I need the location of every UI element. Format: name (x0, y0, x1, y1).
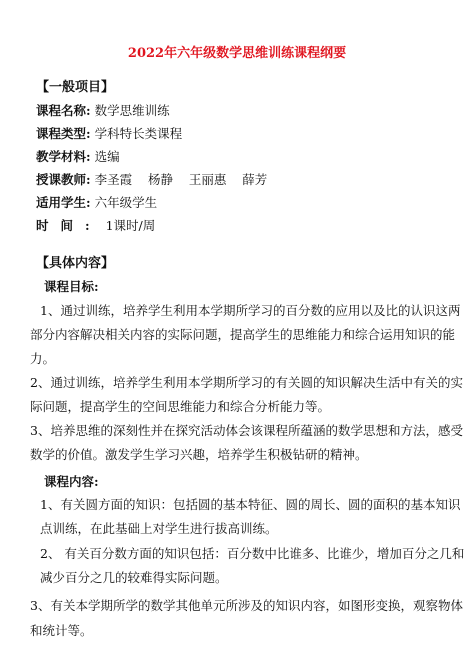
content-item-3-line-2: 和统计等。 (30, 623, 93, 638)
info-label: 课程类型: (36, 126, 91, 141)
info-row-students (36, 195, 157, 211)
document-title: 2022年六年级数学思维训练课程纲要 (127, 46, 347, 61)
info-row-materials (36, 149, 120, 165)
section-heading-content: 【具体内容】 (36, 256, 115, 271)
content-label: 课程内容: (44, 474, 99, 489)
info-label: 教学材料: (36, 149, 91, 164)
info-row-course-name (36, 103, 170, 119)
info-value: 李圣霞 杨静 王丽惠 薛芳 (94, 172, 268, 187)
section-heading-general: 【一般项目】 (36, 80, 115, 95)
info-value: 数学思维训练 (94, 103, 170, 118)
info-value: 1课时/周 (105, 218, 156, 233)
goal-3-line-1: 3、培养思维的深刻性并在探究活动体会该课程所蕴涵的数学思想和方法，感受 (30, 423, 463, 438)
goal-2-line-1: 2、通过训练，培养学生利用本学期所学习的有关圆的知识解决生活中有关的实 (30, 375, 463, 390)
info-label: 时间: (36, 218, 102, 233)
info-row-course-type (36, 126, 182, 142)
info-label: 课程名称: (36, 103, 91, 118)
content-item-3-line-1: 3、有关本学期所学的数学其他单元所涉及的知识内容，如图形变换，观察物体 (30, 598, 463, 613)
goal-3-line-2: 数学的价值。激发学生学习兴趣，培养学生积极钻研的精神。 (30, 447, 368, 462)
info-row-teachers (36, 172, 267, 188)
info-label: 适用学生: (36, 195, 91, 210)
info-value: 选编 (94, 149, 120, 164)
goal-1-line-2: 部分内容解决相关内容的实际问题，提高学生的思维能力和综合运用知识的能 (30, 327, 456, 342)
content-item-2-line-1: 2、 有关百分数方面的知识包括：百分数中比谁多、比谁少，增加百分之几和 (40, 546, 465, 561)
content-item-1-line-2: 点训练，在此基础上对学生进行拔高训练。 (40, 521, 278, 536)
goal-1-line-1: 1、通过训练，培养学生利用本学期所学习的百分数的应用以及比的认识这两 (40, 303, 461, 318)
goals-label: 课程目标: (44, 279, 99, 294)
content-item-2-line-2: 减少百分之几的较难得实际问题。 (40, 570, 228, 585)
info-label: 授课教师: (36, 172, 91, 187)
goal-1-line-3: 力。 (30, 351, 56, 366)
info-value: 六年级学生 (94, 195, 158, 210)
goal-2-line-2: 际问题，提高学生的空间思维能力和综合分析能力等。 (30, 399, 331, 414)
info-value: 学科特长类课程 (94, 126, 183, 141)
content-item-1-line-1: 1、有关圆方面的知识：包括圆的基本特征、圆的周长、圆的面积的基本知识 (40, 497, 461, 512)
info-row-time (36, 218, 155, 234)
